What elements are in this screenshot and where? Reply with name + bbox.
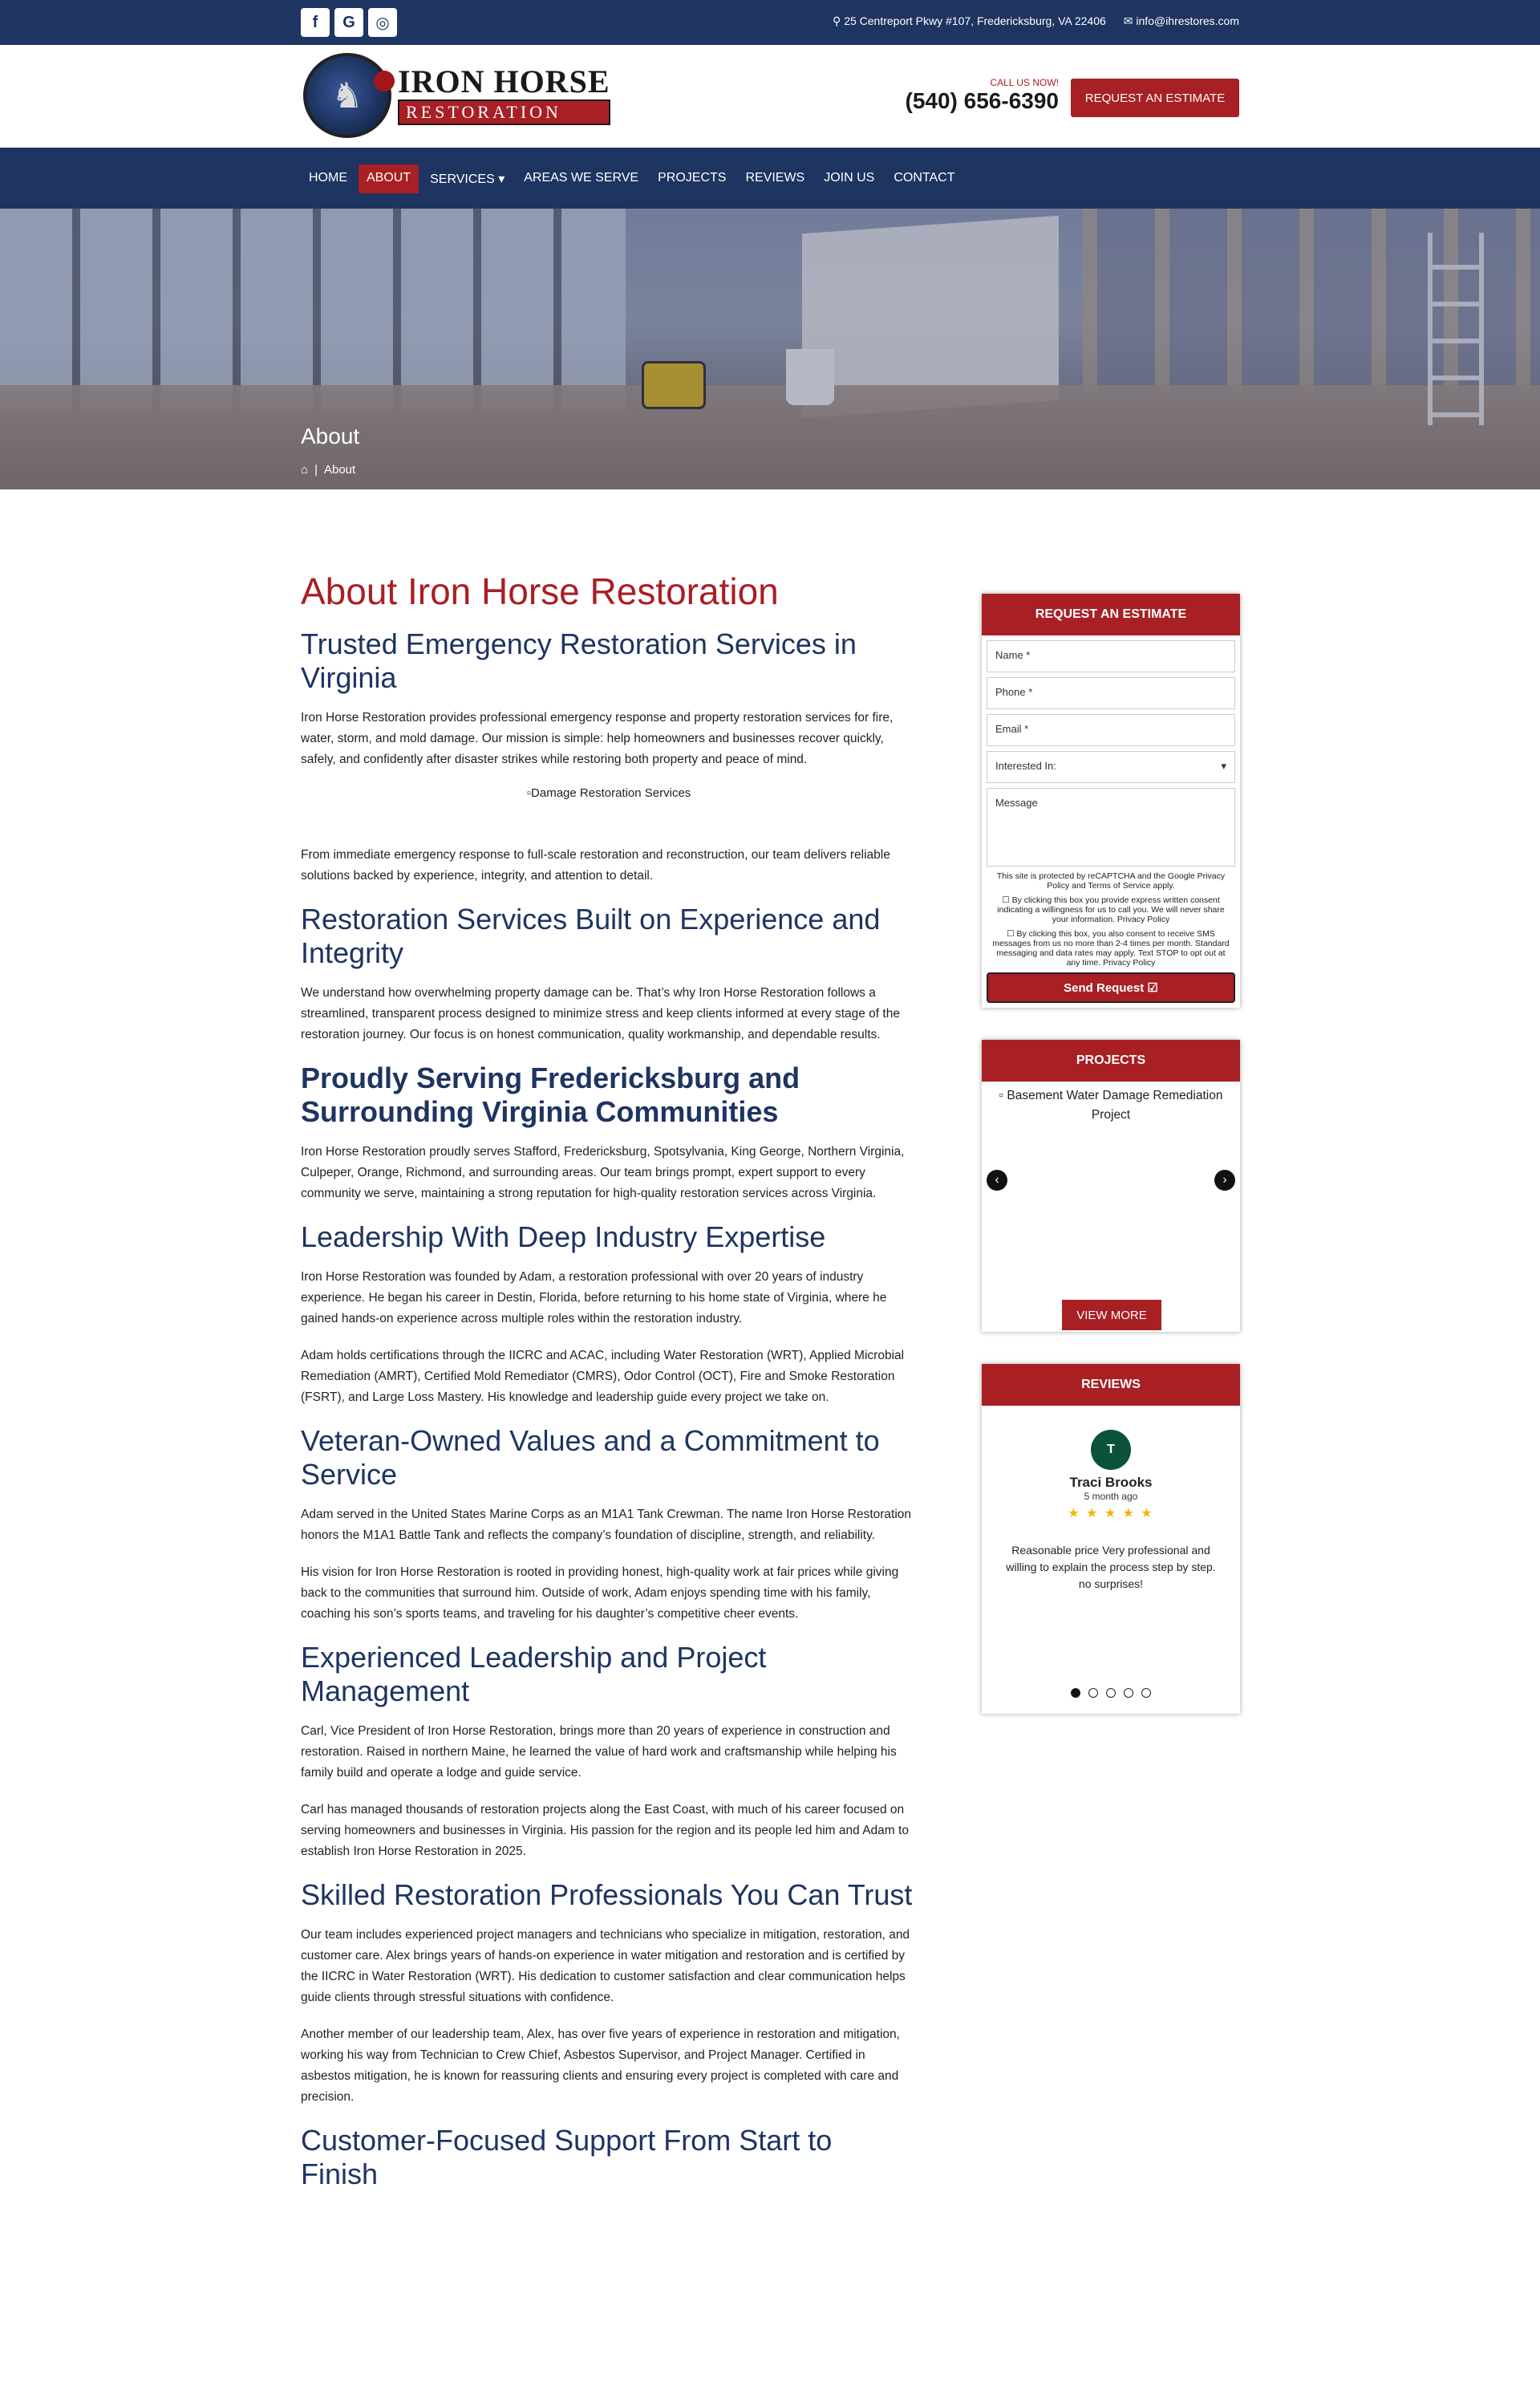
star-rating: ★ ★ ★ ★ ★ xyxy=(1068,1507,1154,1520)
carousel-dots xyxy=(982,1688,1240,1698)
section-heading-5: Veteran-Owned Values and a Commitment to Service xyxy=(301,1424,880,1491)
header xyxy=(0,45,1540,148)
logo-line2: RESTORATION xyxy=(398,99,610,125)
project-caption-text: Basement Water Damage Remediation Project xyxy=(1007,1089,1223,1122)
section-text-3: Iron Horse Restoration proudly serves Stafford, Fredericksburg, Spotsylvania, King George, Northern Virginia, Culpeper, Orange, Richmond, and surrounding areas. Our team brings prompt, expert support to every community we serve, maintaining a strong reputation for high-quality restoration services across Virginia. xyxy=(301,1145,905,1200)
phone-field[interactable]: Phone * xyxy=(987,677,1235,709)
form-title: REQUEST AN ESTIMATE xyxy=(982,594,1240,635)
call-box xyxy=(906,77,1059,114)
section-text-2: We understand how overwhelming property damage can be. That’s why Iron Horse Restoration follows a streamlined, transparent process designed to minimize stress and keep clients informed at every stage of the restoration journey. Our focus is on honest communication, quality workmanship, and dependable results. xyxy=(301,986,900,1041)
section-text-7b: Another member of our leadership team, Alex, has over five years of experience in restoration and mitigation, working his way from Technician to Crew Chief, Asbestos Supervisor, and Project Manager. Certified in asbestos mitigation, he is known for reassuring clients and ensuring every project is completed with care and precision. xyxy=(301,2027,900,2104)
nav-contact[interactable]: CONTACT xyxy=(894,171,955,185)
home-icon[interactable]: ⌂ xyxy=(301,463,309,477)
section-heading-2: Restoration Services Built on Experience and Integrity xyxy=(301,903,881,969)
section-heading-1: Trusted Emergency Restoration Services in Virginia xyxy=(301,627,857,694)
section-heading-8: Customer-Focused Support From Start to Finish xyxy=(301,2124,833,2190)
section-text-6a: Carl, Vice President of Iron Horse Restoration, brings more than 20 years of experience in construction and restoration. Raised in northern Maine, he learned the value of hard work and craftsmanship while helping his family build and operate a lodge and guide service. xyxy=(301,1724,897,1780)
projects-carousel xyxy=(982,1082,1240,1332)
google-business-icon[interactable]: G xyxy=(334,8,363,37)
nav-join-us[interactable]: JOIN US xyxy=(824,171,875,185)
breadcrumb xyxy=(301,463,355,477)
estimate-form-card xyxy=(982,594,1240,1008)
send-label: Send Request xyxy=(1064,981,1145,995)
phone-number[interactable]: (540) 656-6390 xyxy=(905,88,1059,113)
envelope-icon: ✉ xyxy=(1123,14,1137,27)
checkbox-icon[interactable]: ☐ xyxy=(1002,895,1012,905)
map-pin-icon: ⚲ xyxy=(833,14,845,27)
recaptcha-notice: This site is protected by reCAPTCHA and the Google Privacy Policy and Terms of Service apply. xyxy=(996,871,1226,891)
page-title: About xyxy=(301,424,360,449)
broken-image-icon: ▫ xyxy=(999,1089,1007,1102)
review-time: 5 month ago xyxy=(1084,1491,1138,1502)
request-estimate-button[interactable]: REQUEST AN ESTIMATE xyxy=(1071,79,1239,117)
interest-select[interactable] xyxy=(987,751,1235,783)
review-text: Reasonable price Very professional and willing to explain the process step by step. no surprises! xyxy=(1006,1544,1216,1590)
hero-banner xyxy=(0,209,1540,489)
section-heading-4: Leadership With Deep Industry Expertise xyxy=(301,1220,826,1253)
checkbox-icon[interactable]: ☐ xyxy=(1007,929,1017,939)
nav-projects[interactable]: PROJECTS xyxy=(658,171,727,185)
carousel-dot[interactable] xyxy=(1088,1688,1098,1698)
section-text-6b: Carl has managed thousands of restoration projects along the East Coast, with much of his career focused on serving homeowners and businesses in Virginia. His passion for the region and its people led him and Adam to establish Iron Horse Restoration in 2025. xyxy=(301,1803,909,1858)
breadcrumb-current: About xyxy=(323,463,356,477)
carousel-dot[interactable] xyxy=(1141,1688,1151,1698)
section-text-4a: Iron Horse Restoration was founded by Adam, a restoration professional with over 20 years of industry experience. He began his career in Destin, Florida, before returning to his home state of Virginia, where he gained hands-on experience across multiple roles within the restoration industry. xyxy=(301,1270,887,1325)
about-heading: About Iron Horse Restoration xyxy=(301,570,779,612)
project-caption xyxy=(982,1082,1240,1125)
section-heading-7: Skilled Restoration Professionals You Can Trust xyxy=(301,1878,913,1911)
send-request-button[interactable] xyxy=(987,972,1235,1003)
call-label: CALL US NOW! xyxy=(990,77,1059,88)
section-text-5b: His vision for Iron Horse Restoration is rooted in providing honest, high-quality work at fair prices while giving back to the communities that surround him. Outside of work, Adam enjoys spending time with his family, coaching his son’s sports teams, and traveling for his daughter’s competitive cheer events. xyxy=(301,1565,899,1621)
section-text-1: Iron Horse Restoration provides professional emergency response and property restoration services for fire, water, storm, and mold damage. Our mission is simple: help homeowners and businesses recover quickly, safely, and confidently after disaster strikes while restoring both property and peace of mind. xyxy=(301,711,894,766)
main-content xyxy=(301,570,917,2204)
next-arrow-icon[interactable]: › xyxy=(1214,1170,1235,1191)
estimate-form xyxy=(982,635,1240,1008)
logo[interactable] xyxy=(303,53,610,138)
consent-sms-text: By clicking this box, you also consent to receive SMS messages from us no more than 2-4 times per month. Standard messaging and data rates may apply. Text STOP to opt out at any time. Privacy Policy xyxy=(992,929,1230,968)
caret-down-icon: ▾ xyxy=(1221,760,1226,772)
projects-card xyxy=(982,1040,1240,1332)
message-field[interactable]: Message xyxy=(987,788,1235,867)
contact-info xyxy=(833,14,1239,28)
nav-about[interactable]: ABOUT xyxy=(359,164,419,193)
consent-call-text: By clicking this box you provide express written consent indicating a willingness for us to call you. We will never share your information. Privacy Policy xyxy=(997,895,1225,924)
section-text-1b: From immediate emergency response to full-scale restoration and reconstruction, our team delivers reliable solutions backed by experience, integrity, and attention to detail. xyxy=(301,848,890,883)
nav-home[interactable]: HOME xyxy=(309,171,347,185)
reviewer-name: Traci Brooks xyxy=(1069,1475,1153,1490)
interest-value: Interested In: xyxy=(995,760,1056,772)
carousel-dot[interactable] xyxy=(1106,1688,1116,1698)
section-text-5a: Adam served in the United States Marine Corps as an M1A1 Tank Crewman. The name Iron Horse Restoration honors the M1A1 Battle Tank and reflects the company’s foundation of discipline, strength, and reliability. xyxy=(301,1508,912,1542)
reviews-card xyxy=(982,1364,1240,1714)
horse-emblem-icon: ♞ xyxy=(303,53,391,138)
view-more-button[interactable]: VIEW MORE xyxy=(1062,1300,1161,1330)
avatar: T xyxy=(1091,1430,1131,1470)
projects-title: PROJECTS xyxy=(982,1040,1240,1082)
check-icon: ☑ xyxy=(1147,981,1158,995)
review-carousel xyxy=(982,1430,1240,1714)
carousel-dot[interactable] xyxy=(1124,1688,1133,1698)
prev-arrow-icon[interactable]: ‹ xyxy=(987,1170,1007,1191)
address-text: 25 Centreport Pkwy #107, Fredericksburg, VA 22406 xyxy=(844,14,1106,27)
top-bar xyxy=(0,0,1540,45)
email-field[interactable]: Email * xyxy=(987,714,1235,746)
consent-sms[interactable] xyxy=(990,929,1232,968)
broken-image-icon: ▫ xyxy=(526,786,532,800)
carousel-dot[interactable] xyxy=(1071,1688,1080,1698)
section-heading-3: Proudly Serving Fredericksburg and Surrounding Virginia Communities xyxy=(301,1061,800,1128)
consent-call[interactable] xyxy=(990,895,1232,924)
nav-reviews[interactable]: REVIEWS xyxy=(745,171,805,185)
nav-areas[interactable]: AREAS WE SERVE xyxy=(524,171,639,185)
address[interactable] xyxy=(833,14,1106,28)
section-text-4b: Adam holds certifications through the IICRC and ACAC, including Water Restoration (WRT), Applied Microbial Remediation (AMRT), Certified Mold Remediator (CMRS), Odor Control (OCT), Fire and Smoke Restoration (FSRT), and Large Loss Mastery. His knowledge and leadership guide every project we take on. xyxy=(301,1349,905,1404)
breadcrumb-separator: | xyxy=(314,463,318,477)
logo-text xyxy=(398,63,610,125)
facebook-icon[interactable]: f xyxy=(301,8,330,37)
social-links xyxy=(301,8,397,37)
section-text-7a: Our team includes experienced project managers and technicians who specialize in mitigation, restoration, and customer care. Alex brings years of hands-on experience in water mitigation and restoration and is certified by the IICRC in Water Restoration (WRT). His dedication to customer satisfaction and clear communication helps guide clients through stressful situations with confidence. xyxy=(301,1928,910,2004)
main-nav xyxy=(0,148,1540,209)
damage-restoration-image xyxy=(301,786,917,800)
nav-services[interactable]: SERVICES ▾ xyxy=(430,173,505,186)
sidebar xyxy=(982,594,1240,1746)
name-field[interactable]: Name * xyxy=(987,640,1235,672)
instagram-icon[interactable]: ◎ xyxy=(368,8,397,37)
email-link[interactable] xyxy=(1124,14,1239,28)
image-alt-text: Damage Restoration Services xyxy=(531,786,691,800)
email-text: info@ihrestores.com xyxy=(1136,14,1239,27)
section-heading-6: Experienced Leadership and Project Management xyxy=(301,1641,767,1707)
reviews-title: REVIEWS xyxy=(982,1364,1240,1406)
logo-line1: IRON HORSE xyxy=(398,63,610,99)
hero-overlay xyxy=(0,209,1540,489)
